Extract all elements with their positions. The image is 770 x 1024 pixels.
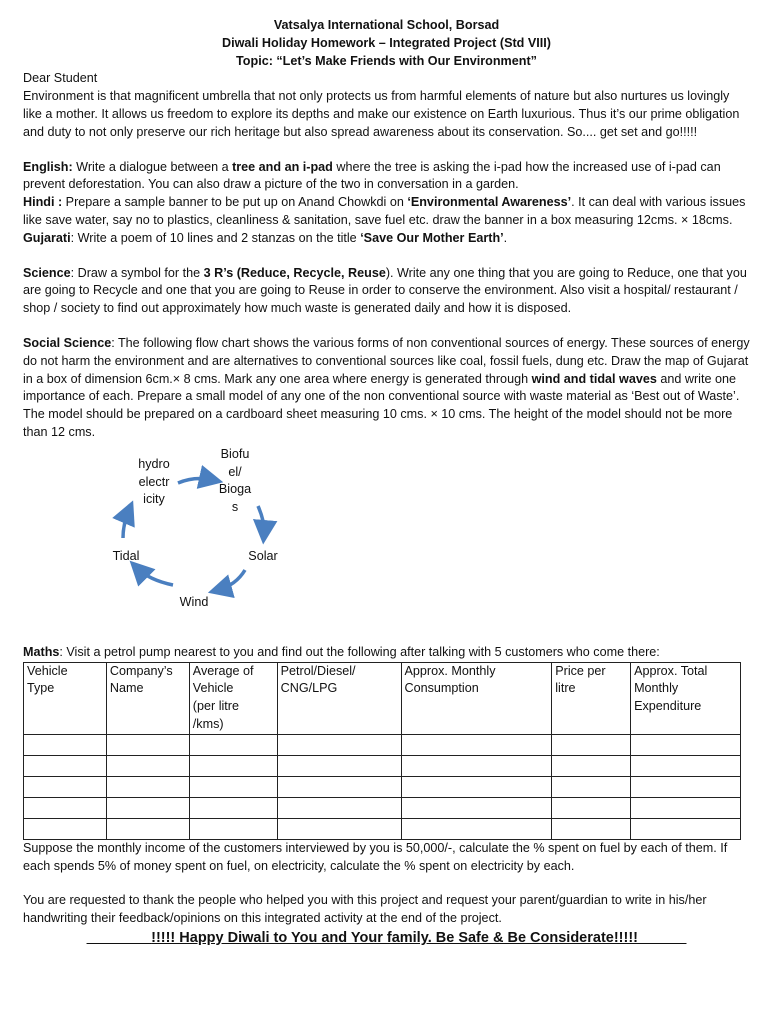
document-page bbox=[23, 17, 750, 948]
node-biofuel-biogas: Biofu el/ Bioga s bbox=[218, 446, 252, 515]
arrow-wind-to-tidal bbox=[137, 568, 173, 585]
column-header: Approx. Monthly Consumption bbox=[401, 662, 552, 734]
arrow-hydro-to-biofuel bbox=[178, 478, 213, 482]
diwali-greeting: ________!!!!! Happy Diwali to You and Your family. Be Safe & Be Considerate!!!!!______ bbox=[86, 929, 687, 946]
maths-label: Maths bbox=[23, 644, 60, 659]
column-header: Company’s Name bbox=[106, 662, 189, 734]
table-row bbox=[24, 797, 741, 818]
english-section: English: Write a dialogue between a tree and an i-pad where the tree is asking the i-pad how the increased use of i-pad can prevent deforestation. You can also draw a picture of the two in conversation in a garden. bbox=[23, 159, 721, 192]
homework-subtitle: Diwali Holiday Homework – Integrated Project (Std VIII) bbox=[222, 35, 551, 50]
node-wind: Wind bbox=[179, 594, 209, 609]
column-header: Average of Vehicle (per litre /kms) bbox=[189, 662, 277, 734]
salutation: Dear Student bbox=[23, 71, 98, 86]
node-tidal: Tidal bbox=[112, 548, 140, 563]
maths-survey-table bbox=[23, 662, 741, 840]
topic-title: Topic: “Let’s Make Friends with Our Environment” bbox=[236, 53, 537, 68]
maths-followup: Suppose the monthly income of the customers interviewed by you is 50,000/-, calculate the % spent on fuel by each of them. If each spends 5% of money spent on fuel, on electricity, calculate the % spent on electricity by each. bbox=[23, 840, 728, 873]
column-header: Approx. Total Monthly Expenditure bbox=[631, 662, 741, 734]
hindi-label: Hindi : bbox=[23, 195, 63, 210]
column-header: Vehicle Type bbox=[24, 662, 107, 734]
gujarati-label: Gujarati bbox=[23, 230, 71, 245]
intro-paragraph: Environment is that magnificent umbrella that not only protects us from harmful elements of nature but also nurtures us lovingly like a mother. It allows us freedom to explore its depths and make our existence on Earth luxurious. Thus it’s our prime obligation and duty to not only preserve our rich heritage but also spread awareness about its conservation. So.... get set and go!!!!! bbox=[23, 89, 740, 139]
thanks-note: You are requested to thank the people who helped you with this project and request your parent/guardian to write in his/her handwriting their feedback/opinions on this integrated activity at the end of the project. bbox=[23, 893, 707, 926]
social-science-label: Social Science bbox=[23, 335, 112, 350]
arrow-tidal-to-hydro bbox=[123, 510, 129, 538]
gujarati-section: Gujarati: Write a poem of 10 lines and 2 stanzas on the title ‘Save Our Mother Earth’. bbox=[23, 230, 508, 245]
school-name: Vatsalya International School, Borsad bbox=[273, 18, 500, 32]
column-header: Petrol/Diesel/ CNG/LPG bbox=[277, 662, 401, 734]
node-solar: Solar bbox=[248, 548, 278, 563]
energy-flowchart bbox=[23, 446, 750, 644]
maths-section: Maths: Visit a petrol pump nearest to you and find out the following after talking with 5 customers who come there: bbox=[23, 644, 660, 659]
table-row bbox=[24, 818, 741, 839]
science-section: Science: Draw a symbol for the 3 R’s (Reduce, Recycle, Reuse). Write any one thing that you are going to Reduce, one that you are going to Recycle and one that you are going to Reuse in order to conserve the environment. Also visit a hospital/ restaurant / shop / society to find out approximately how much waste is generated daily and how it is disposed. bbox=[23, 265, 747, 316]
table-header-row bbox=[24, 662, 741, 734]
social-science-section: Social Science: The following flow chart shows the various forms of non conventional sources of energy. These sources of energy do not harm the environment and are alternatives to conventional sources like coal, fossil fuels, dung etc. Draw the map of Gujarat in a box of dimension 6cm.× 8 cms. Mark any one area where energy is generated through wind and tidal waves and write one importance of each. Prepare a small model of any one of the non conventional source with waste material as ‘Best out of Waste’. The model should be prepared on a cardboard sheet measuring 10 cms. × 10 cms. The height of the model should not be more than 12 cms. bbox=[23, 335, 750, 439]
table-row bbox=[24, 755, 741, 776]
table-row bbox=[24, 734, 741, 755]
english-label: English: bbox=[23, 159, 73, 174]
column-header: Price per litre bbox=[552, 662, 631, 734]
hindi-section: Hindi : Prepare a sample banner to be put up on Anand Chowkdi on ‘Environmental Awareness’. It can deal with various issues like save water, say no to plastics, cleanliness & sanitation, save fuel etc. draw the banner in a box measuring 12cms. × 18cms. bbox=[23, 195, 746, 227]
arrow-solar-to-wind bbox=[218, 570, 245, 590]
science-label: Science bbox=[23, 265, 71, 280]
table-row bbox=[24, 776, 741, 797]
arrow-biofuel-to-solar bbox=[258, 506, 264, 534]
node-hydroelectricity: hydro electr icity bbox=[138, 456, 170, 507]
